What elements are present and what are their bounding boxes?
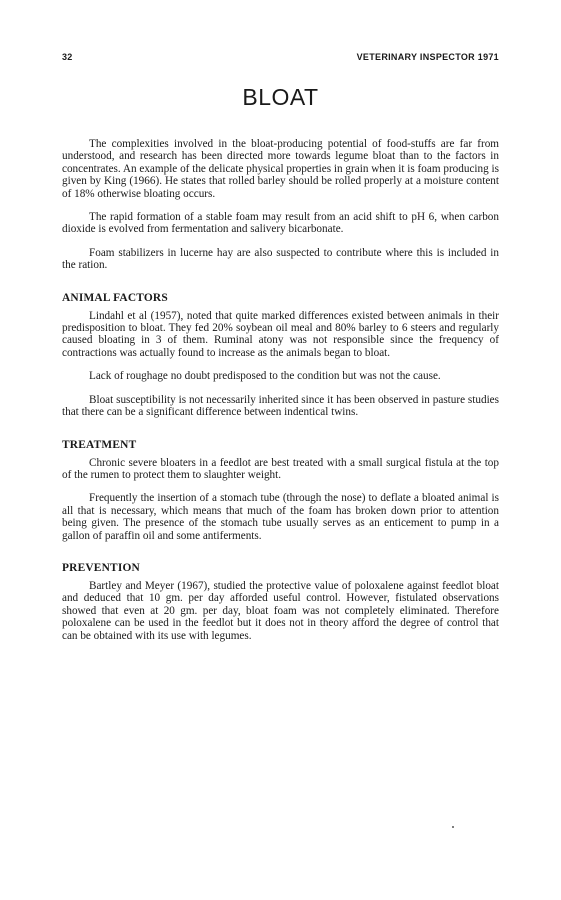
intro-paragraph-2: The rapid formation of a stable foam may result from an acid shift to pH 6, when carbon dioxide is evolved from fermentation and salivery bicarbonate.	[62, 211, 499, 236]
article-title: BLOAT	[242, 84, 319, 110]
section-heading-treatment: TREATMENT	[62, 438, 137, 451]
intro-section	[62, 138, 499, 272]
animal-factors-paragraph-3: Bloat susceptibility is not necessarily inherited since it has been observed in pasture studies that there can be a significant difference between indentical twins.	[62, 393, 499, 419]
section-prevention	[62, 562, 499, 642]
treatment-paragraph-1: Chronic severe bloaters in a feedlot are best treated with a small surgical fistula at the top of the rumen to protect them to slaughter weight.	[62, 456, 499, 481]
section-animal-factors	[62, 292, 499, 419]
treatment-paragraph-2: Frequently the insertion of a stomach tube (through the nose) to deflate a bloated animal is all that is necessary, which means that much of the foam has broken down prior to attention being given. The presence of the stomach tube usually serves as an enticement to pump in a gallon of paraffin oil and some antiferments.	[62, 492, 499, 542]
animal-factors-paragraph-2: Lack of roughage no doubt predisposed to the condition but was not the cause.	[89, 370, 441, 383]
scan-speck	[452, 826, 454, 828]
intro-paragraph-1: The complexities involved in the bloat-producing potential of food-stuffs are far from understood, and research has been directed more towards legume bloat than to the factors in concentrates. An example of the delicate physical properties in grain when it is foam producing is given by King (1966). He states that rolled barley should be rolled properly at a moisture content of 18% otherwise bloating occurs.	[62, 138, 499, 200]
page-number: 32	[62, 52, 73, 62]
animal-factors-paragraph-1: Lindahl et al (1957), noted that quite marked differences existed between animals in their predisposition to bloat. They fed 20% soybean oil meal and 80% barley to 6 steers and regularly caused bloating in 3 of them. Ruminal atony was not responsible since the frequency of contractions was actually found to increase as the animals began to bloat.	[62, 309, 499, 359]
intro-paragraph-3: Foam stabilizers in lucerne hay are also suspected to contribute where this is included in the ration.	[62, 246, 499, 272]
prevention-paragraph-1: Bartley and Meyer (1967), studied the protective value of poloxalene against feedlot bloat and deduced that 10 gm. per day afforded useful control. However, fistulated observations showed that even at 20 gm. per day, bloat foam was not completely eliminated. Therefore poloxalene can be used in the feedlot but it does not in theory afford the degree of control that can be obtained with its use with legumes.	[62, 579, 499, 642]
running-header	[62, 52, 499, 66]
article-body	[62, 138, 499, 653]
section-treatment	[62, 439, 499, 542]
section-heading-animal-factors: ANIMAL FACTORS	[62, 291, 168, 304]
journal-title: VETERINARY INSPECTOR 1971	[356, 52, 499, 62]
section-heading-prevention: PREVENTION	[62, 561, 140, 574]
